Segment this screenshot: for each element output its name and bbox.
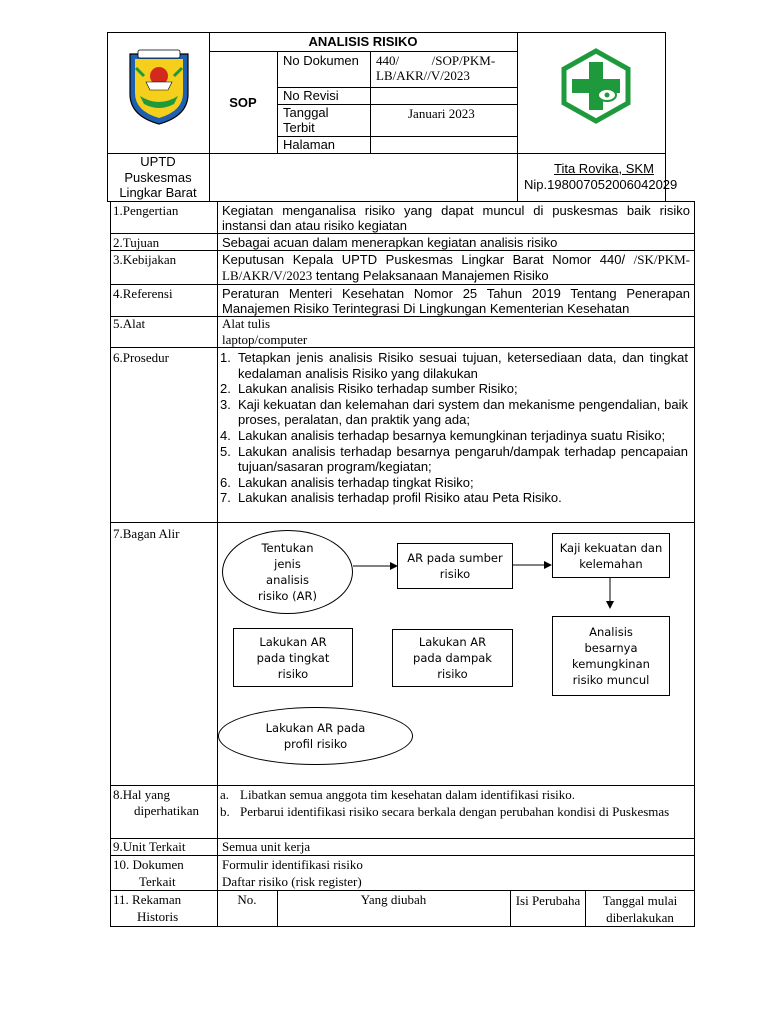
alat-label: 5.Alat — [113, 316, 146, 331]
hal-label-a: 8.Hal yang — [113, 787, 171, 802]
flow-node-profil: Lakukan AR pada profil risiko — [218, 707, 413, 765]
alat-item-2: laptop/computer — [222, 332, 308, 347]
prosedur-step: 7. Lakukan analisis terhadap profil Risiko atau Peta Risiko. — [220, 490, 562, 506]
tanggal-terbit-label: Tanggal Terbit — [283, 105, 329, 135]
hal-label-b: diperhatikan — [134, 803, 199, 818]
prosedur-step: 6. Lakukan analisis terhadap tingkat Risiko; — [220, 474, 474, 490]
organization-name: UPTD Puskesmas Lingkar Barat — [119, 154, 197, 200]
dokumen-item-2: Daftar risiko (risk register) — [222, 874, 362, 889]
rekaman-col-isi: Isi Perubaha — [515, 893, 581, 908]
prosedur-label: 6.Prosedur — [113, 350, 169, 365]
signatory-name: Tita Rovika, SKM — [554, 161, 654, 176]
rekaman-col-yang-diubah: Yang diubah — [360, 892, 427, 907]
prosedur-step: 5. Lakukan analisis terhadap besarnya pengaruh/dampak terhadap pencapaian tujuan/sasaran program/kegiatan; — [220, 443, 688, 475]
halaman-label: Halaman — [283, 137, 336, 152]
rekaman-label-a: 11. Rekaman — [113, 892, 182, 907]
sop-label: SOP — [229, 95, 257, 110]
hal-marker-a: a. — [220, 787, 230, 802]
flow-node-dampak: Lakukan AR pada dampak risiko — [392, 629, 513, 687]
alat-item-1: Alat tulis — [222, 316, 271, 331]
dokumen-label-b: Terkait — [139, 874, 176, 889]
no-revisi-label: No Revisi — [283, 88, 339, 103]
dokumen-label-a: 10. Dokumen — [113, 857, 184, 872]
tanggal-terbit-value: Januari 2023 — [408, 106, 475, 121]
no-dokumen-value: 440/ /SOP/PKM- LB/AKR//V/2023 — [376, 53, 496, 83]
flow-node-kemungkinan: Analisis besarnya kemungkinan risiko muncul — [552, 616, 670, 696]
referensi-label: 4.Referensi — [113, 286, 173, 301]
unit-label: 9.Unit Terkait — [113, 839, 186, 854]
pengertian-label: 1.Pengertian — [113, 203, 179, 218]
hal-item-b: Perbarui identifikasi risiko secara berkala dengan perubahan kondisi di Puskesmas — [240, 804, 670, 819]
flow-node-tingkat: Lakukan AR pada tingkat risiko — [233, 628, 353, 687]
hal-marker-b: b. — [220, 804, 230, 819]
kebijakan-text-b: /SK/PKM-LB/AKR/V/2023 — [222, 252, 690, 283]
rekaman-label-b: Historis — [137, 909, 179, 924]
tujuan-label: 2.Tujuan — [113, 235, 160, 250]
flow-node-sumber: AR pada sumber risiko — [397, 543, 513, 589]
dokumen-item-1: Formulir identifikasi risiko — [222, 857, 363, 872]
flow-node-kaji: Kaji kekuatan dan kelemahan — [552, 533, 670, 578]
no-dokumen-label: No Dokumen — [283, 53, 359, 68]
prosedur-step: 3. Kaji kekuatan dan kelemahan dari system dan mekanisme pengendalian, baik proses, peralatan, dan praktik yang ada; — [220, 396, 688, 428]
signatory-nip: Nip.198007052006042029 — [524, 177, 678, 192]
referensi-text: Peraturan Menteri Kesehatan Nomor 25 Tahun 2019 Tentang Penerapan Manajemen Risiko Terintegrasi Di Lingkungan Kementerian Kesehatan — [222, 286, 690, 316]
prosedur-step: 4. Lakukan analisis terhadap besarnya kemungkinan terjadinya suatu Risiko; — [220, 427, 666, 443]
document-title: ANALISIS RISIKO — [308, 34, 418, 49]
prosedur-step: 1. Tetapkan jenis analisis Risiko sesuai tujuan, ketersediaan data, dan tingkat kedalaman analisis Risiko yang dilakukan — [220, 350, 688, 381]
kebijakan-label: 3.Kebijakan — [113, 252, 177, 267]
kebijakan-text-a: Keputusan Kepala UPTD Puskesmas Lingkar Barat Nomor 440/ — [222, 252, 626, 267]
unit-text: Semua unit kerja — [222, 839, 311, 854]
flow-node-start: Tentukan jenis analisis risiko (AR) — [222, 530, 353, 614]
hal-item-a: Libatkan semua anggota tim kesehatan dalam identifikasi risiko. — [240, 787, 576, 802]
kebijakan-text-c: tentang Pelaksanaan Manajemen Risiko — [312, 268, 549, 283]
bagan-alir-label: 7.Bagan Alir — [113, 526, 180, 541]
prosedur-step: 2. Lakukan analisis Risiko terhadap sumber Risiko; — [220, 381, 518, 397]
rekaman-col-no: No. — [237, 892, 257, 907]
rekaman-col-tanggal: Tanggal mulai diberlakukan — [602, 893, 678, 925]
pengertian-text: Kegiatan menganalisa risiko yang dapat muncul di puskesmas baik risiko instansi dan atau risiko kegiatan — [222, 203, 690, 233]
tujuan-text: Sebagai acuan dalam menerapkan kegiatan analisis risiko — [222, 235, 558, 250]
